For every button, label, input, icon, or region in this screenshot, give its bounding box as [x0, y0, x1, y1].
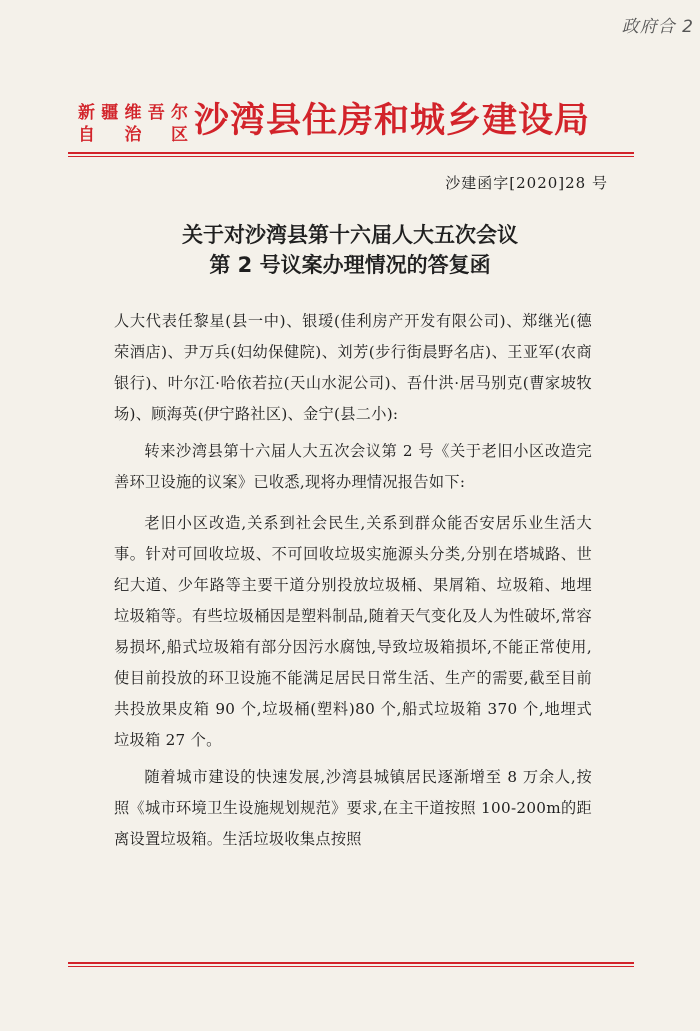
- footer-rule-thin: [68, 966, 634, 967]
- document-number: 沙建函字[2020]28 号: [445, 174, 608, 192]
- body-paragraph: 转来沙湾县第十六届人大五次会议第 2 号《关于老旧小区改造完善环卫设施的议案》已收悉,现将办理情况报告如下:: [114, 442, 592, 491]
- letterhead-rule: [68, 152, 634, 154]
- document-title: [60, 220, 640, 280]
- region-line-2: 自 治 区: [78, 125, 188, 145]
- title-line-2: 第 2 号议案办理情况的答复函: [209, 253, 491, 277]
- region-name: [78, 102, 188, 146]
- title-line-1: 关于对沙湾县第十六届人大五次会议: [182, 223, 518, 247]
- body-paragraph: 随着城市建设的快速发展,沙湾县城镇居民逐渐增至 8 万余人,按照《城市环境卫生设施规划规范》要求,在主干道按照 100-200m的距离设置垃圾箱。生活垃圾收集点按照: [114, 768, 592, 848]
- handwritten-note: 政府合 2: [621, 17, 694, 37]
- footer-rule: [68, 962, 634, 964]
- letterhead: [78, 96, 630, 156]
- region-line-1: 新疆维吾尔: [78, 103, 188, 123]
- letterhead-rule-thin: [68, 156, 634, 157]
- body-paragraph: 老旧小区改造,关系到社会民生,关系到群众能否安居乐业生活大事。针对可回收垃圾、不可回收垃圾实施源头分类,分别在塔城路、世纪大道、少年路等主要干道分别投放垃圾桶、果屑箱、垃圾箱、地埋垃圾箱等。有些垃圾桶因是塑料制品,随着天气变化及人为性破坏,常容易损坏,船式垃圾箱有部分因污水腐蚀,导致垃圾箱损坏,不能正常使用,使目前投放的环卫设施不能满足居民日常生活、生产的需要,截至目前共投放果皮箱 90 个,垃圾桶(塑料)80 个,船式垃圾箱 370 个,地埋式垃圾箱 27 个。: [114, 514, 592, 749]
- document-body: [114, 306, 592, 855]
- salutation-paragraph: 人大代表任黎星(县一中)、银瑷(佳利房产开发有限公司)、郑继光(德荣酒店)、尹万兵(妇幼保健院)、刘芳(步行街晨野名店)、王亚军(农商银行)、叶尔江·哈依若拉(天山水泥公司)、吾什洪·居马别克(曹家坡牧场)、顾海英(伊宁路社区)、金宁(县二小):: [114, 312, 592, 423]
- bureau-name: 沙湾县住房和城乡建设局: [194, 101, 591, 141]
